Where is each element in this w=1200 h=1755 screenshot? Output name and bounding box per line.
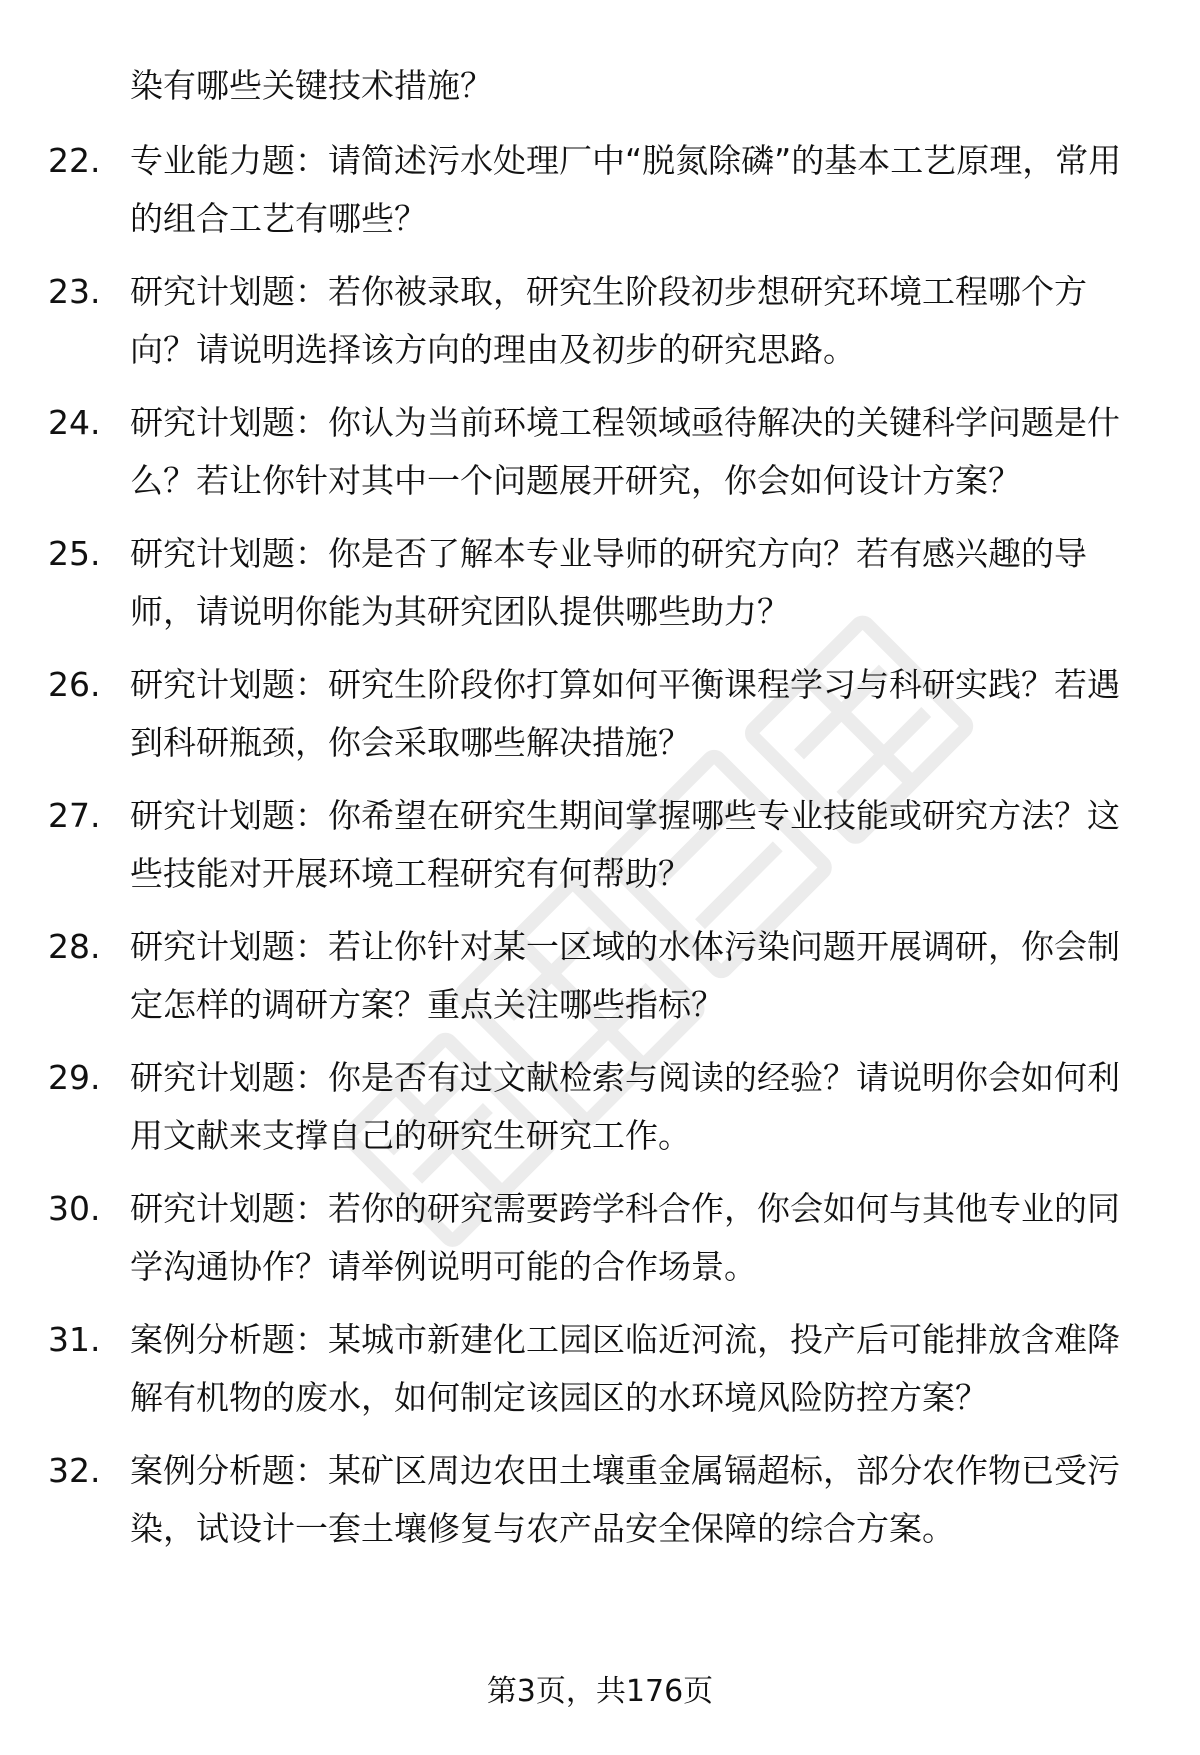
- question-number: 32.: [48, 1451, 101, 1490]
- question-text: 研究计划题：你是否有过文献检索与阅读的经验？请说明你会如何利用文献来支撑自己的研究生研究工作。: [130, 1058, 1120, 1155]
- question-text: 研究计划题：你是否了解本专业导师的研究方向？若有感兴趣的导师，请说明你能为其研究团队提供哪些助力？: [130, 534, 1087, 631]
- question-number: 24.: [48, 403, 101, 442]
- question-item: [48, 1180, 1138, 1295]
- question-number: 30.: [48, 1189, 101, 1228]
- question-number: 27.: [48, 796, 101, 835]
- question-item: [48, 132, 1138, 247]
- question-item: [48, 394, 1138, 509]
- question-text: 研究计划题：你认为当前环境工程领域亟待解决的关键科学问题是什么？若让你针对其中一个问题展开研究，你会如何设计方案？: [130, 403, 1120, 500]
- question-item: [48, 656, 1138, 771]
- question-number: 28.: [48, 927, 101, 966]
- question-number: 22.: [48, 141, 101, 180]
- question-number: 25.: [48, 534, 101, 573]
- question-text: 研究计划题：研究生阶段你打算如何平衡课程学习与科研实践？若遇到科研瓶颈，你会采取哪些解决措施？: [130, 665, 1120, 762]
- question-text: 案例分析题：某城市新建化工园区临近河流，投产后可能排放含难降解有机物的废水，如何制定该园区的水环境风险防控方案？: [130, 1320, 1120, 1417]
- question-item: [48, 1442, 1138, 1557]
- question-item: [48, 263, 1138, 378]
- question-text: 研究计划题：若你被录取，研究生阶段初步想研究环境工程哪个方向？请说明选择该方向的理由及初步的研究思路。: [130, 272, 1087, 369]
- question-number: 26.: [48, 665, 101, 704]
- question-list: [48, 132, 1138, 1573]
- question-item: [48, 918, 1138, 1033]
- question-item: [48, 525, 1138, 640]
- question-number: 31.: [48, 1320, 101, 1359]
- question-number: 23.: [48, 272, 101, 311]
- page-footer: 第3页，共176页: [486, 1674, 714, 1709]
- question-text: 专业能力题：请简述污水处理厂中“脱氮除磷”的基本工艺原理，常用的组合工艺有哪些？: [130, 141, 1122, 238]
- question-item: [48, 1311, 1138, 1426]
- continued-question-text: 染有哪些关键技术措施？: [130, 66, 493, 105]
- question-number: 29.: [48, 1058, 101, 1097]
- question-text: 研究计划题：若让你针对某一区域的水体污染问题开展调研，你会制定怎样的调研方案？重点关注哪些指标？: [130, 927, 1120, 1024]
- question-text: 案例分析题：某矿区周边农田土壤重金属镉超标，部分农作物已受污染，试设计一套土壤修复与农产品安全保障的综合方案。: [130, 1451, 1120, 1548]
- question-text: 研究计划题：你希望在研究生期间掌握哪些专业技能或研究方法？这些技能对开展环境工程研究有何帮助？: [130, 796, 1120, 893]
- question-item: [48, 787, 1138, 902]
- question-text: 研究计划题：若你的研究需要跨学科合作，你会如何与其他专业的同学沟通协作？请举例说明可能的合作场景。: [130, 1189, 1120, 1286]
- question-item: [48, 1049, 1138, 1164]
